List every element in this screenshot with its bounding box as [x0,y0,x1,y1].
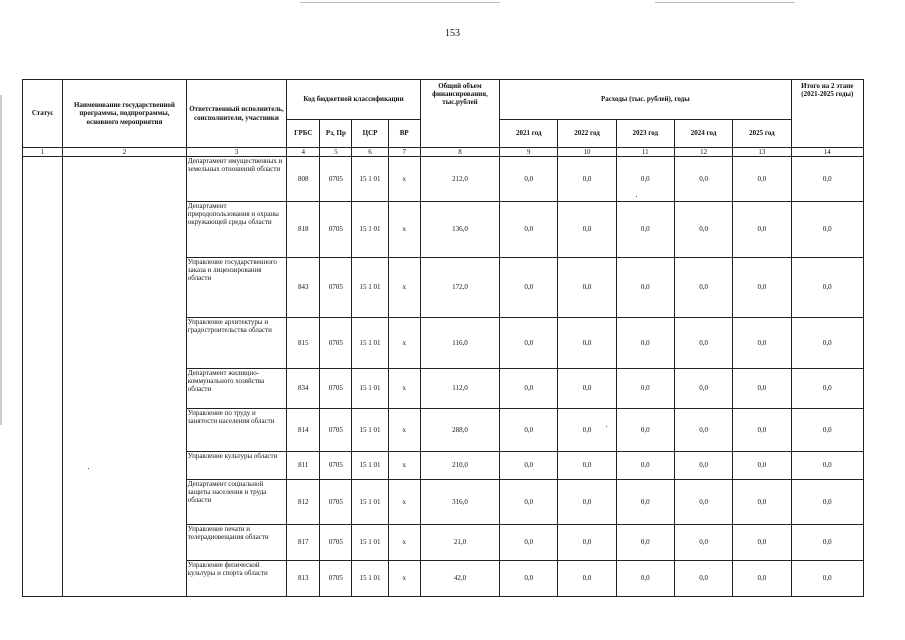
year-2022-cell: 0,0 [558,409,616,452]
grbs-cell: 808 [287,157,320,202]
year-2023-cell: 0,0 [616,202,674,258]
grbs-cell: 813 [287,561,320,597]
header-expenses: Расходы (тыс. рублей), годы [500,80,791,120]
total-cell: 116,0 [420,318,499,369]
total-cell: 42,0 [420,561,499,597]
csr-cell: 15 1 01 [352,202,388,258]
header-csr: ЦСР [352,120,388,148]
header-budget-code: Код бюджетной классификации [287,80,421,120]
grbs-cell: 834 [287,369,320,409]
rzpr-cell: 0705 [320,318,352,369]
header-year: 2022 год [558,120,616,148]
header-year: 2024 год [674,120,732,148]
header-rzpr: Рз, Пр [320,120,352,148]
year-2025-cell: 0,0 [733,157,791,202]
year-2023-cell: 0,0 [616,409,674,452]
grbs-cell: 814 [287,409,320,452]
csr-cell: 15 1 01 [352,409,388,452]
total-cell: 316,0 [420,480,499,525]
scan-artifact-line [300,2,500,3]
status-cell [23,157,63,597]
vr-cell: х [388,318,420,369]
grbs-cell: 818 [287,202,320,258]
itogo-cell: 0,0 [791,561,863,597]
vr-cell: х [388,202,420,258]
vr-cell: х [388,452,420,480]
scan-speck [606,426,607,427]
year-2021-cell: 0,0 [500,480,558,525]
year-2024-cell: 0,0 [674,480,732,525]
year-2022-cell: 0,0 [558,525,616,561]
vr-cell: х [388,369,420,409]
year-2023-cell: 0,0 [616,452,674,480]
vr-cell: х [388,525,420,561]
col-number: 11 [616,148,674,157]
year-2022-cell: 0,0 [558,202,616,258]
rzpr-cell: 0705 [320,409,352,452]
col-number: 1 [23,148,63,157]
year-2021-cell: 0,0 [500,258,558,318]
col-number: 3 [186,148,286,157]
grbs-cell: 811 [287,452,320,480]
itogo-cell: 0,0 [791,369,863,409]
year-2024-cell: 0,0 [674,525,732,561]
vr-cell: х [388,480,420,525]
year-2024-cell: 0,0 [674,157,732,202]
year-2021-cell: 0,0 [500,318,558,369]
total-cell: 288,0 [420,409,499,452]
responsible-cell: Управление печати и телерадиовещания области [186,525,286,561]
itogo-cell: 0,0 [791,409,863,452]
year-2022-cell: 0,0 [558,369,616,409]
header-grbs: ГРБС [287,120,320,148]
csr-cell: 15 1 01 [352,157,388,202]
table-body [23,157,864,597]
year-2022-cell: 0,0 [558,561,616,597]
header-vr: ВР [388,120,420,148]
rzpr-cell: 0705 [320,157,352,202]
responsible-cell: Департамент социальной защиты населения и труда области [186,480,286,525]
responsible-cell: Управление государственного заказа и лицензирования области [186,258,286,318]
year-2023-cell: 0,0 [616,525,674,561]
col-number: 8 [420,148,499,157]
year-2022-cell: 0,0 [558,318,616,369]
header-year: 2023 год [616,120,674,148]
responsible-cell: Управление культуры области [186,452,286,480]
col-number: 12 [674,148,732,157]
csr-cell: 15 1 01 [352,258,388,318]
year-2024-cell: 0,0 [674,258,732,318]
rzpr-cell: 0705 [320,525,352,561]
itogo-cell: 0,0 [791,157,863,202]
total-cell: 172,0 [420,258,499,318]
responsible-cell: Управление физической культуры и спорта области [186,561,286,597]
year-2025-cell: 0,0 [733,369,791,409]
column-numbers-row [23,148,864,157]
year-2021-cell: 0,0 [500,525,558,561]
vr-cell: х [388,157,420,202]
year-2025-cell: 0,0 [733,409,791,452]
year-2023-cell: 0,0 [616,480,674,525]
rzpr-cell: 0705 [320,369,352,409]
itogo-cell: 0,0 [791,525,863,561]
year-2025-cell: 0,0 [733,202,791,258]
year-2022-cell: 0,0 [558,452,616,480]
rzpr-cell: 0705 [320,258,352,318]
csr-cell: 15 1 01 [352,480,388,525]
header-year: 2025 год [733,120,791,148]
year-2021-cell: 0,0 [500,157,558,202]
year-2022-cell: 0,0 [558,258,616,318]
rzpr-cell: 0705 [320,561,352,597]
total-cell: 112,0 [420,369,499,409]
year-2025-cell: 0,0 [733,525,791,561]
year-2024-cell: 0,0 [674,318,732,369]
scan-speck [636,196,637,197]
itogo-cell: 0,0 [791,258,863,318]
year-2023-cell: 0,0 [616,157,674,202]
grbs-cell: 812 [287,480,320,525]
itogo-cell: 0,0 [791,202,863,258]
responsible-cell: Департамент природопользования и охраны окружающей среды области [186,202,286,258]
col-number: 5 [320,148,352,157]
total-cell: 212,0 [420,157,499,202]
year-2023-cell: 0,0 [616,318,674,369]
page-number: 153 [445,28,460,39]
vr-cell: х [388,561,420,597]
vr-cell: х [388,409,420,452]
table-row [23,157,864,202]
header-name: Наименование государственной программы, подпрограммы, основного мероприятия [63,80,187,148]
total-cell: 210,0 [420,452,499,480]
year-2024-cell: 0,0 [674,409,732,452]
year-2021-cell: 0,0 [500,561,558,597]
year-2022-cell: 0,0 [558,480,616,525]
header-status: Статус [23,80,63,148]
col-number: 10 [558,148,616,157]
header-itogo: Итого на 2 этапе (2021-2025 годы) [791,80,863,148]
grbs-cell: 817 [287,525,320,561]
responsible-cell: Департамент жилищно-коммунального хозяйства области [186,369,286,409]
year-2023-cell: 0,0 [616,258,674,318]
rzpr-cell: 0705 [320,452,352,480]
year-2025-cell: 0,0 [733,452,791,480]
year-2025-cell: 0,0 [733,318,791,369]
year-2021-cell: 0,0 [500,452,558,480]
vr-cell: х [388,258,420,318]
col-number: 13 [733,148,791,157]
total-cell: 21,0 [420,525,499,561]
year-2024-cell: 0,0 [674,202,732,258]
grbs-cell: 843 [287,258,320,318]
itogo-cell: 0,0 [791,318,863,369]
year-2021-cell: 0,0 [500,369,558,409]
itogo-cell: 0,0 [791,480,863,525]
rzpr-cell: 0705 [320,202,352,258]
scan-edge [0,95,2,425]
year-2021-cell: 0,0 [500,409,558,452]
rzpr-cell: 0705 [320,480,352,525]
year-2025-cell: 0,0 [733,480,791,525]
csr-cell: 15 1 01 [352,369,388,409]
responsible-cell: Департамент имущественных и земельных отношений области [186,157,286,202]
year-2024-cell: 0,0 [674,561,732,597]
budget-table [22,79,864,597]
year-2023-cell: 0,0 [616,561,674,597]
year-2022-cell: 0,0 [558,157,616,202]
header-total-volume: Общий объем финансирования, тыс.рублей [420,80,499,148]
csr-cell: 15 1 01 [352,452,388,480]
col-number: 7 [388,148,420,157]
col-number: 14 [791,148,863,157]
col-number: 9 [500,148,558,157]
year-2025-cell: 0,0 [733,258,791,318]
col-number: 4 [287,148,320,157]
col-number: 6 [352,148,388,157]
responsible-cell: Управление архитектуры и градостроительства области [186,318,286,369]
header-year: 2021 год [500,120,558,148]
grbs-cell: 815 [287,318,320,369]
csr-cell: 15 1 01 [352,561,388,597]
year-2021-cell: 0,0 [500,202,558,258]
col-number: 2 [63,148,187,157]
itogo-cell: 0,0 [791,452,863,480]
year-2024-cell: 0,0 [674,369,732,409]
responsible-cell: Управление по труду и занятости населения области [186,409,286,452]
year-2023-cell: 0,0 [616,369,674,409]
csr-cell: 15 1 01 [352,318,388,369]
csr-cell: 15 1 01 [352,525,388,561]
year-2025-cell: 0,0 [733,561,791,597]
header-responsible: Ответственный исполнитель, соисполнители, участники [186,80,286,148]
scan-artifact-line [655,2,795,3]
total-cell: 136,0 [420,202,499,258]
name-cell [63,157,187,597]
scan-speck [88,468,89,469]
year-2024-cell: 0,0 [674,452,732,480]
